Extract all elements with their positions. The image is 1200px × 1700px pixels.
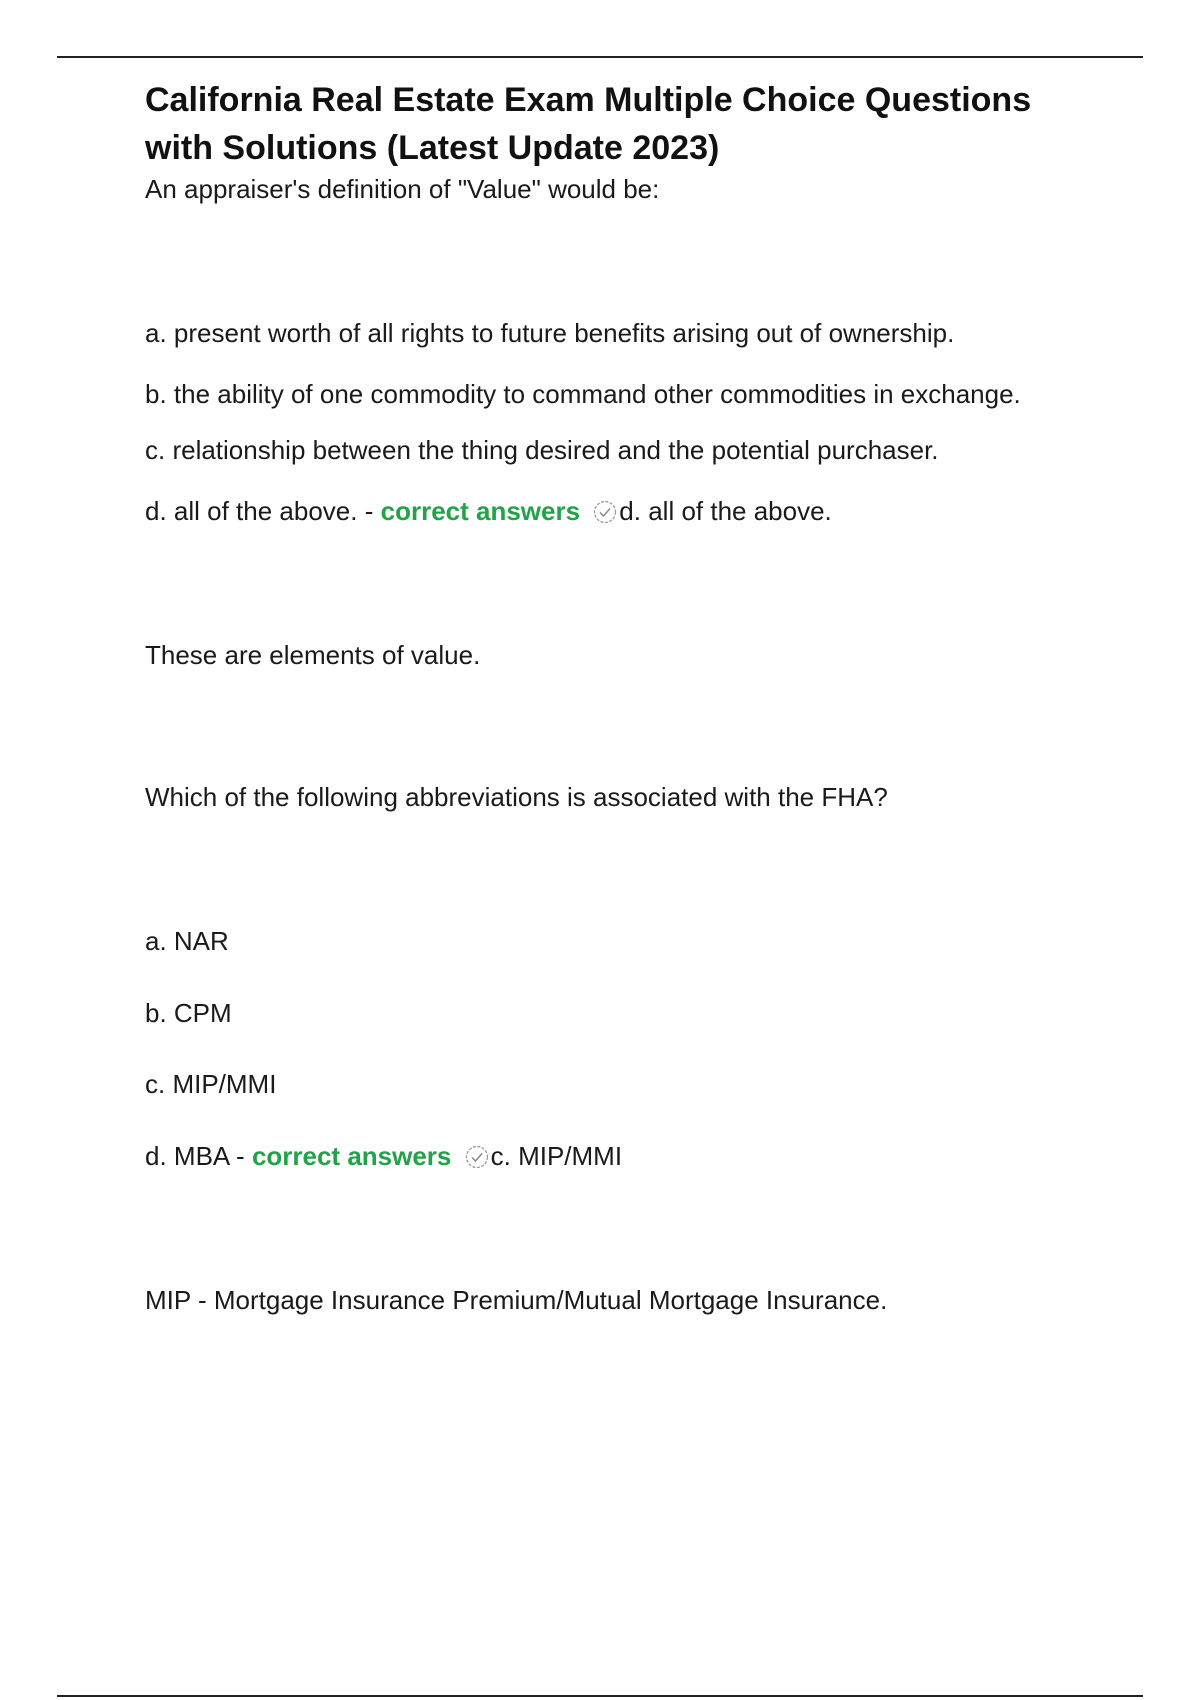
question-2-option-d: d. MBA - bbox=[145, 1141, 245, 1171]
check-circle-icon bbox=[593, 500, 617, 524]
document-title: California Real Estate Exam Multiple Choice Questions with Solutions (Latest Update 2023) bbox=[145, 81, 1032, 167]
question-1-option-b-c: b. the ability of one commodity to command other commodities in exchange. c. relationship between the thing desired and the potential purchaser. bbox=[145, 379, 1021, 465]
question-2-option-b: b. CPM bbox=[145, 998, 232, 1028]
question-1-prompt: An appraiser's definition of "Value" would be: bbox=[145, 174, 660, 204]
question-1-answer-line bbox=[145, 494, 1105, 528]
question-1-correct-answer: d. all of the above. bbox=[619, 496, 832, 526]
bottom-rule bbox=[57, 1695, 1143, 1697]
question-2-prompt: Which of the following abbreviations is associated with the FHA? bbox=[145, 782, 888, 812]
correct-answers-label: correct answers bbox=[251, 1141, 452, 1171]
page-content bbox=[145, 76, 1105, 1317]
correct-answers-label: correct answers bbox=[380, 496, 581, 526]
question-2 bbox=[145, 780, 1105, 1317]
question-2-option-a: a. NAR bbox=[145, 926, 229, 956]
question-1-explanation: These are elements of value. bbox=[145, 640, 481, 670]
question-1-option-a: a. present worth of all rights to future benefits arising out of ownership. bbox=[145, 318, 955, 348]
top-rule bbox=[57, 56, 1143, 58]
question-2-option-c: c. MIP/MMI bbox=[145, 1069, 277, 1099]
check-circle-icon bbox=[465, 1145, 489, 1169]
question-1 bbox=[145, 172, 1105, 672]
question-1-option-d: d. all of the above. - bbox=[145, 496, 374, 526]
question-2-correct-answer: c. MIP/MMI bbox=[490, 1141, 623, 1171]
question-2-answer-line bbox=[145, 1139, 1105, 1173]
question-2-explanation: MIP - Mortgage Insurance Premium/Mutual Mortgage Insurance. bbox=[145, 1285, 888, 1315]
